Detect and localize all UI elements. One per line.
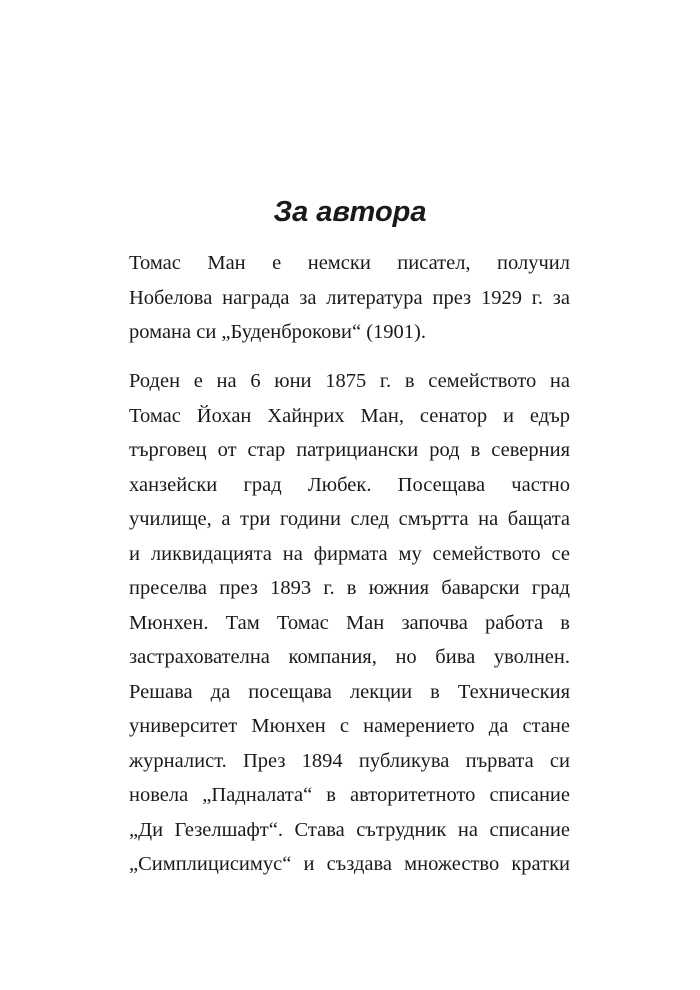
text-line: Мюнхен. Там Томас Ман започва работа в — [129, 611, 570, 634]
text-line: университет Мюнхен с намерението да стане — [129, 715, 570, 737]
paragraph-2 — [129, 364, 570, 882]
text-line: Томас Йохан Хайнрих Ман, сенатор и едър — [129, 404, 570, 427]
text-line: застрахователна компания, но бива уволнен. — [129, 646, 570, 668]
text-line: Роден е на 6 юни 1875 г. в семейството на — [129, 370, 570, 392]
text-line: училище, а три години след смъртта на бащата — [129, 508, 570, 530]
text-line: журналист. През 1894 публикува първата си — [129, 749, 570, 772]
text-line: ханзейски град Любек. Посещава частно — [129, 473, 570, 496]
text-line: „Ди Гезелшафт“. Става сътрудник на списание — [129, 818, 570, 841]
text-line: „Симплицисимус“ и създава множество кратки — [129, 853, 570, 875]
text-line: новела „Падналата“ в авторитетното списание — [129, 784, 570, 806]
text-line: Решава да посещава лекции в Техническия — [129, 680, 570, 703]
text-line: и ликвидацията на фирмата му семейството се — [129, 542, 570, 565]
text-line: Томас Ман е немски писател, получил — [129, 252, 570, 274]
text-line: преселва през 1893 г. в южния баварски град — [129, 577, 570, 599]
text-line: търговец от стар патрициански род в северния — [129, 439, 570, 461]
page-title: За автора — [273, 196, 427, 228]
text-line: романа си „Буденброкови“ (1901). — [129, 321, 426, 343]
paragraph-1 — [129, 246, 570, 350]
text-line: Нобелова награда за литература през 1929 г. за — [129, 286, 570, 309]
